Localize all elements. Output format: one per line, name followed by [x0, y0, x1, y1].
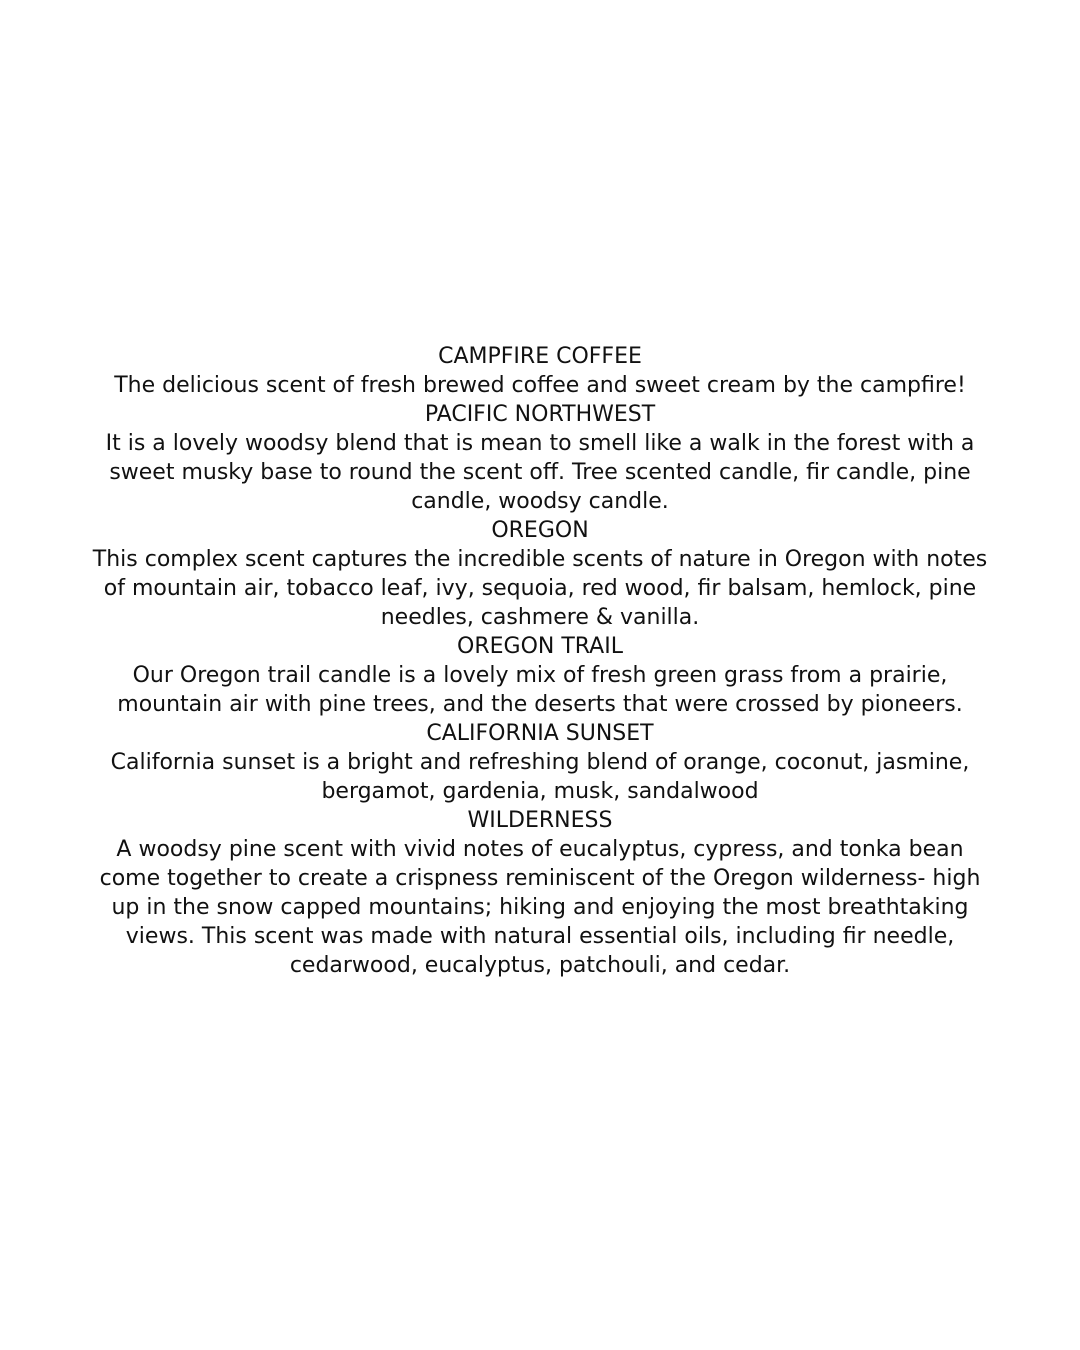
scent-description-oregon-trail: Our Oregon trail candle is a lovely mix of fresh green grass from a prairie, mountain air with pine trees, and the deserts that were crossed by pioneers. [117, 663, 963, 717]
scent-name-oregon-trail: OREGON TRAIL [457, 634, 623, 659]
scent-description-campfire-coffee: The delicious scent of fresh brewed coffee and sweet cream by the campfire! [114, 373, 966, 398]
scent-name-california-sunset: CALIFORNIA SUNSET [426, 721, 654, 746]
scent-name-campfire-coffee: CAMPFIRE COFFEE [438, 344, 642, 369]
scent-list [90, 342, 990, 980]
scent-description-pacific-northwest: It is a lovely woodsy blend that is mean to smell like a walk in the forest with a sweet musky base to round the scent off. Tree scented candle, fir candle, pine candle, woodsy candle. [105, 431, 975, 514]
scent-name-oregon: OREGON [491, 518, 589, 543]
scent-name-pacific-northwest: PACIFIC NORTHWEST [424, 402, 656, 427]
scent-description-oregon: This complex scent captures the incredible scents of nature in Oregon with notes of mountain air, tobacco leaf, ivy, sequoia, red wood, fir balsam, hemlock, pine needles, cashmere & vanilla. [92, 547, 988, 630]
scent-name-wilderness: WILDERNESS [467, 808, 613, 833]
scent-description-california-sunset: California sunset is a bright and refreshing blend of orange, coconut, jasmine, bergamot, gardenia, musk, sandalwood [110, 750, 970, 804]
scent-description-wilderness: A woodsy pine scent with vivid notes of eucalyptus, cypress, and tonka bean come together to create a crispness reminiscent of the Oregon wilderness- high up in the snow capped mountains; hiking and enjoying the most breathtaking views. This scent was made with natural essential oils, including fir needle, cedarwood, eucalyptus, patchouli, and cedar. [99, 837, 981, 978]
